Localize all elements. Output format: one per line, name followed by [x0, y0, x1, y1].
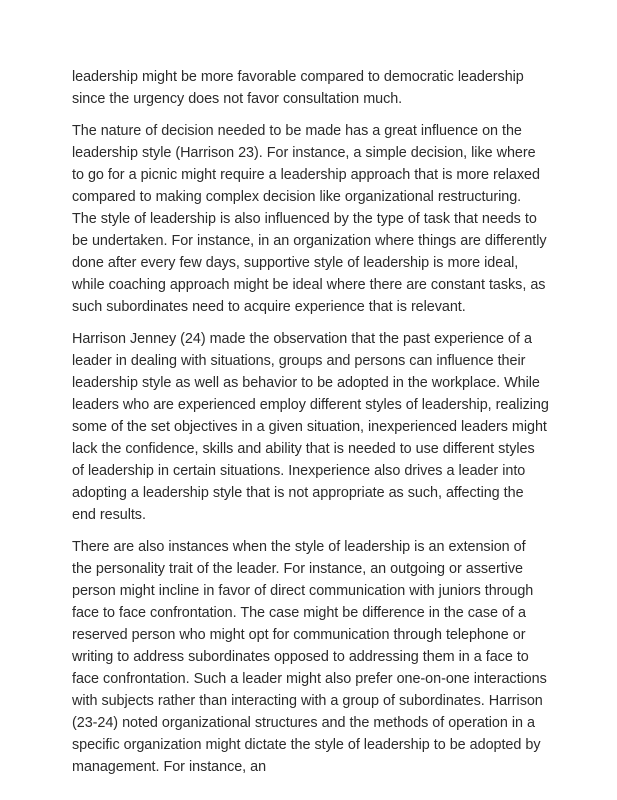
paragraph: The nature of decision needed to be made has a great influence on the leadership style (Harrison 23). For instance, a simple decision, like where to go for a picnic might require a leadership approach that is more relaxed compared to making complex decision like organizational restructuring. The style of leadership is also influenced by the type of task that needs to be undertaken. For instance, in an organization where things are differently done after every few days, supportive style of leadership is more ideal, while coaching approach might be ideal where there are constant tasks, as such subordinates need to acquire experience that is relevant. — [72, 123, 547, 315]
paragraph: leadership might be more favorable compared to democratic leadership since the urgency does not favor consultation much. — [72, 69, 524, 107]
paragraph: There are also instances when the style of leadership is an extension of the personality trait of the leader. For instance, an outgoing or assertive person might incline in favor of direct communication with juniors through face to face confrontation. The case might be difference in the case of a reserved person who might opt for communication through telephone or writing to address subordinates opposed to addressing them in a face to face confrontation. Such a leader might also prefer one-on-one interactions with subjects rather than interacting with a group of subordinates. Harrison (23-24) noted organizational structures and the methods of operation in a specific organization might dictate the style of leadership to be adopted by management. For instance, an — [72, 539, 547, 775]
paragraph: Harrison Jenney (24) made the observation that the past experience of a leader in dealing with situations, groups and persons can influence their leadership style as well as behavior to be adopted in the workplace. While leaders who are experienced employ different styles of leadership, realizing some of the set objectives in a given situation, inexperienced leaders might lack the confidence, skills and ability that is needed to use different styles of leadership in certain situations. Inexperience also drives a leader into adopting a leadership style that is not appropriate as such, affecting the end results. — [72, 331, 549, 523]
document-text-body — [72, 66, 549, 778]
